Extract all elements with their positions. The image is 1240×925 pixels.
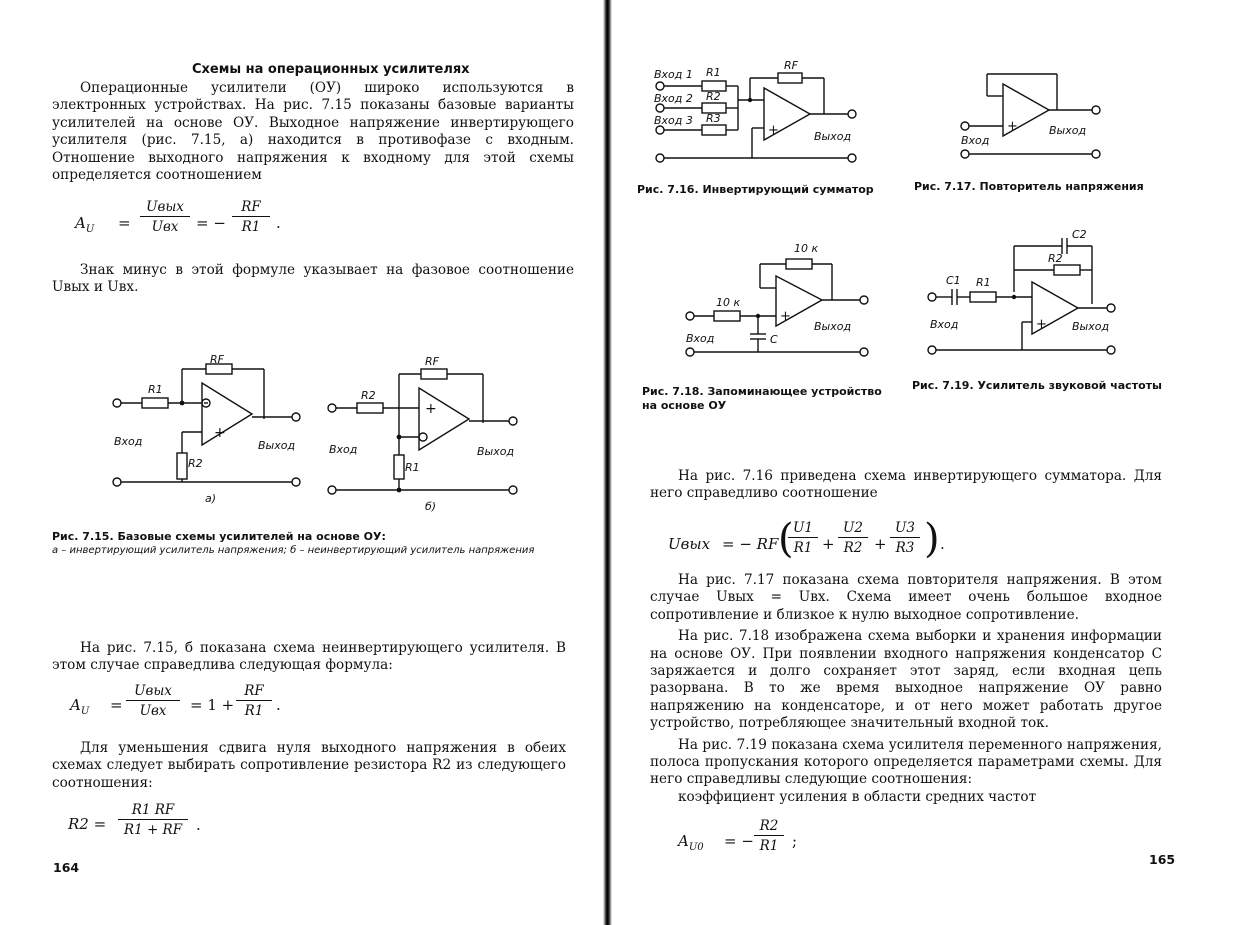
fig715a-opamp xyxy=(202,383,252,445)
svg-text:Вход: Вход xyxy=(686,332,715,345)
svg-text:R2: R2 xyxy=(706,90,721,103)
svg-text:Выход: Выход xyxy=(1072,320,1110,333)
formula1-eq: = xyxy=(118,214,131,232)
fig715a-label-r2: R2 xyxy=(188,457,203,470)
section-heading: Схемы на операционных усилителях xyxy=(192,62,470,77)
formula1-minus: = − xyxy=(196,214,226,232)
svg-text:10 к: 10 к xyxy=(794,242,819,255)
svg-text:R1: R1 xyxy=(706,66,721,79)
formula1-fraction1: Uвых Uвх xyxy=(140,199,190,235)
fig715b-r2 xyxy=(357,403,383,413)
svg-text:RF: RF xyxy=(425,355,439,368)
svg-text:Вход 3: Вход 3 xyxy=(654,114,693,127)
fig715a-label-a: а) xyxy=(205,492,217,505)
left-paragraph-3: На рис. 7.15, б показана схема неинвертирующего усилителя. В этом случае справедлива следующая формула: xyxy=(52,640,566,674)
fig715a-schematic xyxy=(110,345,310,505)
svg-text:C: C xyxy=(770,333,778,346)
left-paragraph-2: Знак минус в этой формуле указывает на фазовое соотношение Uвых и Uвх. xyxy=(52,262,574,296)
fig719-caption: Рис. 7.19. Усилитель звуковой частоты xyxy=(912,379,1162,392)
fig716-schematic xyxy=(652,58,892,178)
right-paragraph-5: коэффициент усиления в области средних частот xyxy=(678,788,1037,805)
fig716-caption: Рис. 7.16. Инвертирующий сумматор xyxy=(637,183,874,196)
svg-text:+: + xyxy=(425,401,437,417)
fig715a-label-r1: R1 xyxy=(148,383,163,396)
fig717-caption: Рис. 7.17. Повторитель напряжения xyxy=(914,180,1144,193)
svg-text:Вход: Вход xyxy=(930,318,959,331)
svg-text:Вход 1: Вход 1 xyxy=(654,68,693,81)
svg-text:R3: R3 xyxy=(706,112,721,125)
svg-text:Вход 2: Вход 2 xyxy=(654,92,693,105)
fig717-schematic xyxy=(957,70,1107,160)
fig715-caption: Рис. 7.15. Базовые схемы усилителей на основе ОУ: а – инвертирующий усилитель напряжения; б – неинвертирующий усилитель напряжения xyxy=(52,530,535,556)
svg-text:Вход: Вход xyxy=(961,134,990,147)
fig719-schematic xyxy=(922,230,1122,360)
right-paragraph-1: На рис. 7.16 приведена схема инвертирующего сумматора. Для него справедливо соотношение xyxy=(650,468,1162,502)
page-number-right: 165 xyxy=(1149,852,1176,867)
svg-text:+: + xyxy=(1036,317,1047,332)
fig715a-r2 xyxy=(177,453,187,479)
svg-text:+: + xyxy=(768,123,779,138)
fig718-caption: Рис. 7.18. Запоминающее устройство на основе ОУ xyxy=(642,385,882,412)
svg-text:C1: C1 xyxy=(946,274,961,287)
svg-text:Выход: Выход xyxy=(477,445,515,458)
left-paragraph-4: Для уменьшения сдвига нуля выходного напряжения в обеих схемах следует выбирать сопротивление резистора R2 из следующего соотношения: xyxy=(52,740,566,791)
fig715a-r1 xyxy=(142,398,168,408)
fig715b-opamp xyxy=(419,388,469,450)
svg-text:+: + xyxy=(780,309,791,324)
fig715b-r1 xyxy=(394,455,404,479)
right-paragraph-2: На рис. 7.17 показана схема повторителя напряжения. В этом случае Uвых = Uвх. Схема имеет очень большое входное сопротивление и близкое к нулю выходное сопротивление. xyxy=(650,572,1162,623)
svg-text:Выход: Выход xyxy=(814,130,852,143)
svg-text:R2: R2 xyxy=(361,389,376,402)
fig718-schematic xyxy=(682,240,882,360)
formula1-fraction2: $\frac{RF}{R1}$ xyxy=(232,199,270,235)
left-page: Схемы на операционных усилителях Операционные усилители (ОУ) широко используются в электронных устройствах. На рис. 7.15 показаны базовые варианты усилителей на основе ОУ. Выходное напряжение инвертирующего усилителя (рис. 7.15, а) находится в противофазе с входным. Отношение выходного напряжения к входному для этой схемы определяется соотношением $A_U$ = Uвых Uвх = − $\frac{RF}{R1}$ . Знак минус в этой формуле указывает на фазовое соотношение Uвых и Uвх. RF R1 R2 Вход Выход + а) RF R2 R1 Вход Выход + б) Рис. 7.15. Базовые схемы усилителей на основе ОУ: а – инвертирующий усилитель напряжения; б – неинвертирующий усилитель напряжения На рис. 7.15, б показана схема неинвертирующего усилителя. В этом случае справедлива следующая формула: $A_U$ = Uвых Uвх = 1 + $\frac{RF}{R1}$ . Для уменьшения сдвига нуля выходного напряжения в обеих схемах следует выбирать сопротивление резистора R2 из следующего соотношения: R2 = $\frac{R1 RF}{R1 + RF}$ . 164 xyxy=(0,0,606,925)
svg-text:R1: R1 xyxy=(976,276,991,289)
svg-text:Выход: Выход xyxy=(1049,124,1087,137)
fig715b-schematic xyxy=(325,355,530,515)
left-paragraph-1: Операционные усилители (ОУ) широко используются в электронных устройствах. На рис. 7.15 показаны базовые варианты усилителей на основе ОУ. Выходное напряжение инвертирующего усилителя (рис. 7.15, а) находится в противофазе с входным. Отношение выходного напряжения к входному для этой схемы определяется соотношением xyxy=(52,80,574,184)
right-text-body xyxy=(650,572,1162,806)
svg-text:б): б) xyxy=(425,500,437,513)
svg-text:10 к: 10 к xyxy=(716,296,741,309)
fig715a-label-vyhod: Выход xyxy=(258,439,296,452)
right-page: Вход 1 Вход 2 Вход 3 R1 R2 R3 RF Выход + Вход Выход + Рис. 7.16. Инвертирующий сумматор Рис. 7.17. Повторитель напряжения 10 к 10 к Вход C Выход + C2 R2 C1 R1 Вход Выход + Рис. 7.18. Запоминающее устройство на основе ОУ Рис. 7.19. Усилитель звуковой частоты На рис. 7.16 приведена схема инвертирующего сумматора. Для него справедливо соотношение Uвых = − RF ( $\frac{U1}{R1}$ + $\frac{U2}{R2}$ + $\frac{U3}{R3}$ ) . На рис. 7.17 показана схема повторителя напряжения. В этом случае Uвых = Uвх. Схема имеет очень большое входное сопротивление и близкое к нулю выходное сопротивление. На рис. 7.18 изображена схема выборки и хранения информации на основе ОУ. При появлении входного напряжения конденсатор С заряжается и долго сохраняет этот заряд, если входная цепь разорвана. В то же время выходное напряжение ОУ равно напряжению на конденсаторе, и от него может работать другое устройство, потребляющее значительный входной ток. На рис. 7.19 показана схема усилителя переменного напряжения, полоса пропускания которого определяется параметрами схемы. Для него справедливы следующие соотношения: коэффициент усиления в области средних частот $A_{U0}$ = − $\frac{R2}{R1}$ ; 165 xyxy=(637,59,1176,867)
formula1-lhs: $A_U$ xyxy=(75,214,95,235)
svg-text:C2: C2 xyxy=(1072,228,1087,241)
fig715a-label-rf: RF xyxy=(210,353,224,366)
svg-text:R2: R2 xyxy=(1048,252,1063,265)
fig715a-label-vhod: Вход xyxy=(114,435,143,448)
right-paragraph-4: На рис. 7.19 показана схема усилителя переменного напряжения, полоса пропускания которого определяется параметрами схемы. Для него справедливы следующие соотношения: xyxy=(650,736,1162,788)
svg-text:RF: RF xyxy=(784,59,798,72)
svg-text:+: + xyxy=(214,425,226,441)
right-paragraph-3: На рис. 7.18 изображена схема выборки и хранения информации на основе ОУ. При появлении входного напряжения конденсатор С заряжается и долго сохраняет этот заряд, если входная цепь разорвана. В то же время выходное напряжение ОУ равно напряжению на конденсаторе, и от него может работать другое устройство, потребляющее значительный входной ток. xyxy=(650,628,1162,732)
svg-text:Вход: Вход xyxy=(329,443,358,456)
fig715a-input-terminal xyxy=(113,399,121,407)
page-number-left: 164 xyxy=(53,860,80,875)
fig715b-rf xyxy=(421,369,447,379)
svg-text:+: + xyxy=(1007,119,1018,134)
svg-text:Выход: Выход xyxy=(814,320,852,333)
svg-text:R1: R1 xyxy=(405,461,420,474)
